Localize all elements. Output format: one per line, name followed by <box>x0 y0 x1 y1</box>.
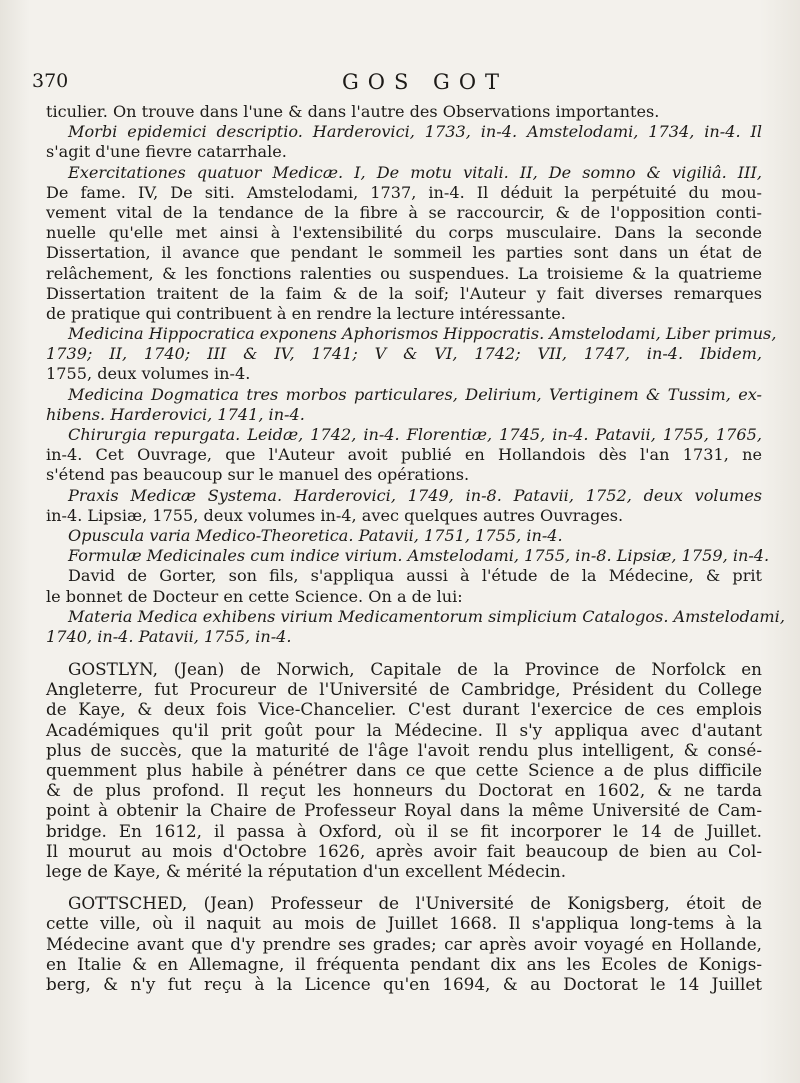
text-line: lege de Kaye, & mérité la réputation d'un excellent Médecin. <box>46 860 567 881</box>
text-line: berg, & n'y fut reçu à la Licence qu'en 1694, & au Doctorat le 14 Juillet <box>46 973 762 994</box>
text-line: plus de succès, que la maturité de l'âge l'avoit rendu plus intelligent, & consé- <box>46 739 762 760</box>
text-line: Chirurgia repurgata. Leidæ, 1742, in-4. Florentiæ, 1745, in-4. Patavii, 1755, 1765, <box>68 425 762 444</box>
text-line: in-4. Lipsiæ, 1755, deux volumes in-4, avec quelques autres Ouvrages. <box>46 505 624 525</box>
running-head: GOS GOT <box>342 70 509 94</box>
text-line: 1740, in-4. Patavii, 1755, in-4. <box>46 626 292 646</box>
text-line: Médecine avant que d'y prendre ses grades; car après avoir voyagé en Hollande, <box>46 933 762 954</box>
text-line: le bonnet de Docteur en cette Science. On a de lui: <box>46 586 463 606</box>
paragraph-gap <box>46 881 762 893</box>
text-line: Angleterre, fut Procureur de l'Université de Cambridge, Président du College <box>46 679 762 700</box>
text-line: en Italie & en Allemagne, il fréquenta pendant dix ans les Ecoles de Konigs- <box>46 953 762 974</box>
text-line: David de Gorter, son fils, s'appliqua aussi à l'étude de la Médecine, & prit <box>68 566 762 586</box>
text-line: hibens. Harderovici, 1741, in-4. <box>46 404 305 424</box>
body-text <box>46 102 785 994</box>
text-line: point à obtenir la Chaire de Professeur Royal dans la même Université de Cam- <box>46 800 762 821</box>
text-line: GOTTSCHED, (Jean) Professeur de l'Université de Konigsberg, étoit de <box>68 893 762 914</box>
text-line: 1755, deux volumes in-4. <box>46 364 251 384</box>
text-line: Académiques qu'il prit goût pour la Médecine. Il s'y appliqua avec d'autant <box>46 719 762 740</box>
text-line: & de plus profond. Il reçut les honneurs du Doctorat en 1602, & ne tarda <box>46 780 762 801</box>
text-line: Opuscula varia Medico-Theoretica. Patavii, 1751, 1755, in-4. <box>68 525 563 545</box>
text-line: De fame. IV, De siti. Amstelodami, 1737, in-4. Il déduit la perpétuité du mou- <box>46 182 762 202</box>
text-line: vement vital de la tendance de la fibre à se raccourcir, & de l'opposition conti- <box>46 202 762 222</box>
text-line: relâchement, & les fonctions ralenties ou suspendues. La troisieme & la quatrieme <box>46 263 762 283</box>
text-line: quemment plus habile à pénétrer dans ce que cette Science a de plus difficile <box>46 760 762 780</box>
page-number: 370 <box>32 70 69 92</box>
text-line: Materia Medica exhibens virium Medicamentorum simplicium Catalogos. Amstelodami, <box>68 606 785 626</box>
text-line: s'agit d'une fievre catarrhale. <box>46 142 287 162</box>
text-line: nuelle qu'elle met ainsi à l'extensibilité du corps musculaire. Dans la seconde <box>46 223 762 243</box>
text-line: bridge. En 1612, il passa à Oxford, où il se fit incorporer le 14 de Juillet. <box>46 820 762 841</box>
text-line: Medicina Hippocratica exponens Aphorismos Hippocratis. Amstelodami, Liber primus, <box>68 324 777 344</box>
text-line: Dissertation traitent de la faim & de la soif; l'Auteur y fait diverses remarques <box>46 283 762 303</box>
entry-gottsched <box>46 893 762 994</box>
text-line: ticulier. On trouve dans l'une & dans l'autre des Observations importantes. <box>46 102 660 121</box>
text-line: Praxis Medicæ Systema. Harderovici, 1749, in-8. Patavii, 1752, deux volumes <box>68 485 762 505</box>
text-line: Formulæ Medicinales cum indice virium. Amstelodami, 1755, in-8. Lipsiæ, 1759, in-4. <box>68 546 770 566</box>
text-line: Exercitationes quatuor Medicæ. I, De motu vitali. II, De somno & vigiliâ. III, <box>68 162 762 182</box>
page-header <box>32 70 772 100</box>
text-line: s'étend pas beaucoup sur le manuel des opérations. <box>46 465 470 485</box>
text-line: cette ville, où il naquit au mois de Juillet 1668. Il s'appliqua long-tems à la <box>46 913 762 934</box>
text-line: de pratique qui contribuent à en rendre la lecture intéressante. <box>46 303 566 323</box>
paragraph-gap <box>46 647 762 659</box>
entry-gostlyn <box>46 659 762 881</box>
text-line: Il mourut au mois d'Octobre 1626, après avoir fait beaucoup de bien au Col- <box>46 840 762 861</box>
text-line: GOSTLYN, (Jean) de Norwich, Capitale de la Province de Norfolck en <box>68 659 762 680</box>
text-line: Morbi epidemici descriptio. Harderovici, 1733, in-4. Amstelodami, 1734, in-4. Il <box>68 122 762 142</box>
text-line: 1739; II, 1740; III & IV, 1741; V & VI, 1742; VII, 1747, in-4. Ibidem, <box>46 344 762 364</box>
text-line: de Kaye, & deux fois Vice-Chancelier. C'est durant l'exercice de ces emplois <box>46 699 762 720</box>
text-line: Dissertation, il avance que pendant le sommeil les parties sont dans un état de <box>46 243 762 263</box>
text-line: Medicina Dogmatica tres morbos particulares, Delirium, Vertiginem & Tussim, ex- <box>68 384 762 404</box>
text-line: in-4. Cet Ouvrage, que l'Auteur avoit publié en Hollandois dès l'an 1731, ne <box>46 445 762 465</box>
